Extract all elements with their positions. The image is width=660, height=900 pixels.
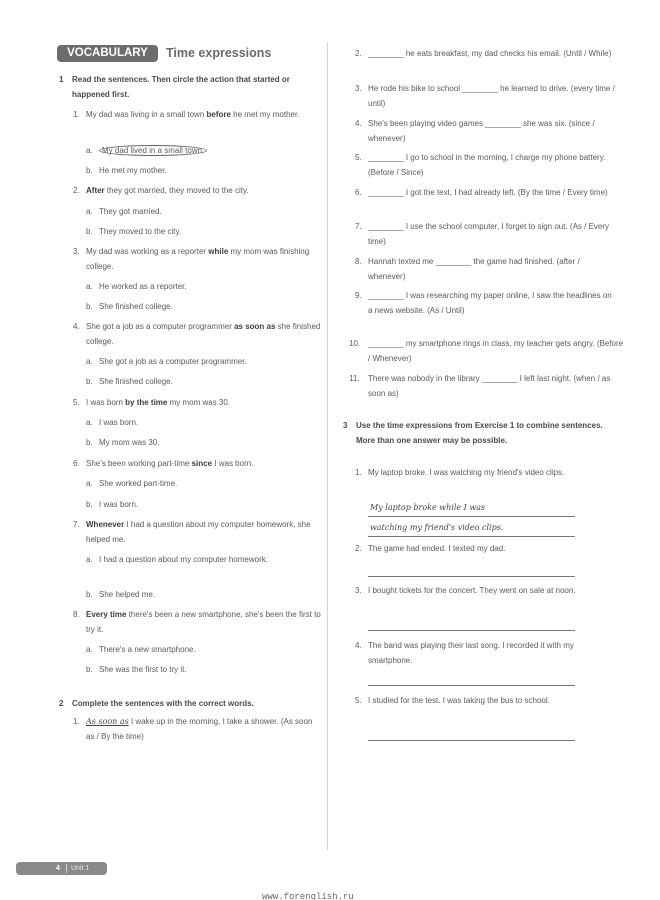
- option-label: a.: [86, 645, 93, 654]
- option-a[interactable]: [86, 355, 314, 370]
- item-number: 3.: [73, 247, 80, 256]
- item-number: 4.: [355, 119, 362, 128]
- option-label: b.: [86, 227, 93, 236]
- item-number: 6.: [73, 459, 80, 468]
- option-b-text: She finished college.: [99, 302, 173, 311]
- exercise-3-question: [355, 466, 618, 481]
- item-number: 10.: [349, 339, 361, 348]
- question-text: ________ I was researching my paper online, I saw the headlines on a news website. (As / Until): [368, 291, 612, 315]
- option-a[interactable]: [86, 144, 314, 159]
- exercise-2-question[interactable]: [349, 372, 624, 401]
- option-label: b.: [86, 377, 93, 386]
- option-label: a.: [86, 282, 93, 291]
- item-number: 1.: [355, 468, 362, 477]
- option-a[interactable]: [86, 643, 314, 658]
- time-expression: since: [191, 459, 213, 468]
- option-b[interactable]: [86, 300, 314, 315]
- question-text: The game had ended. I texted my dad.: [368, 544, 506, 553]
- answer-line[interactable]: [368, 576, 575, 577]
- option-b-text: She finished college.: [99, 377, 173, 386]
- question-text: ________ he eats breakfast, my dad checks his email. (Until / While): [368, 49, 612, 58]
- exercise-2-question[interactable]: [355, 255, 618, 284]
- option-label: a.: [86, 207, 93, 216]
- option-a-text: He worked as a reporter.: [99, 282, 187, 291]
- option-b[interactable]: [86, 588, 314, 603]
- example-answer: As soon as: [86, 717, 129, 726]
- vocabulary-badge: VOCABULARY: [57, 45, 158, 62]
- question-text-pre: She's been working part-time: [86, 459, 192, 468]
- question-text-post: my mom was 30.: [167, 398, 231, 407]
- answer-line[interactable]: [368, 740, 575, 741]
- question-text-post: there's been a new smartphone, she's been the first to try it.: [86, 610, 321, 634]
- item-number: 7.: [355, 222, 362, 231]
- question-text-pre: My dad was living in a small town: [86, 110, 207, 119]
- item-number: 5.: [355, 153, 362, 162]
- option-label: a.: [86, 418, 93, 427]
- time-expression: Whenever: [86, 520, 125, 529]
- exercise-1-question: [73, 396, 326, 411]
- option-b-text: She helped me.: [99, 590, 156, 599]
- exercise-2-question[interactable]: [355, 186, 618, 201]
- question-text-post: my mom was finishing college.: [86, 247, 310, 271]
- question-text: Hannah texted me ________ the game had finished. (after / whenever): [368, 257, 580, 281]
- option-label: b.: [86, 302, 93, 311]
- option-b[interactable]: [86, 498, 314, 513]
- answer-line[interactable]: [368, 685, 575, 686]
- question-text: ________ I go to school in the morning, I charge my phone battery. (Before / Since): [368, 153, 606, 177]
- handwritten-answer-line-2: watching my friend's video clips.: [370, 523, 504, 532]
- option-label: a.: [86, 479, 93, 488]
- exercise-3-question: [355, 542, 618, 557]
- footer-url: www.forenglish.ru: [262, 892, 354, 900]
- item-number: 11.: [349, 374, 360, 383]
- exercise-2-question[interactable]: [355, 289, 618, 318]
- question-text-pre: I was born: [86, 398, 126, 407]
- option-b[interactable]: [86, 436, 314, 451]
- option-b-text: They moved to the city.: [99, 227, 182, 236]
- option-label: b.: [86, 500, 93, 509]
- item-number: 1.: [73, 110, 80, 119]
- exercise-3-question: [355, 584, 618, 599]
- option-a-text: She worked part-time.: [99, 479, 178, 488]
- item-number: 6.: [355, 188, 362, 197]
- option-a[interactable]: [86, 553, 314, 568]
- option-a-text: I had a question about my computer homework.: [99, 555, 268, 564]
- option-b[interactable]: [86, 225, 314, 240]
- option-label: a.: [86, 146, 93, 155]
- option-a-text: I was born.: [99, 418, 139, 427]
- time-expression: as soon as: [234, 322, 276, 331]
- question-text: He rode his bike to school ________ he learned to drive. (every time / until): [368, 84, 615, 108]
- item-number: 2.: [355, 49, 362, 58]
- option-label: b.: [86, 166, 93, 175]
- option-a-text: My dad lived in a small town.: [99, 145, 207, 156]
- item-number: 8.: [73, 610, 80, 619]
- item-number: 4.: [73, 322, 80, 331]
- option-b-text: She was the first to try it.: [99, 665, 187, 674]
- footer-separator: [66, 864, 67, 873]
- option-b[interactable]: [86, 164, 314, 179]
- exercise-1-question: [73, 108, 326, 123]
- answer-line[interactable]: [368, 536, 575, 537]
- page-title: Time expressions: [166, 46, 272, 60]
- exercise-2-question[interactable]: [355, 151, 618, 180]
- option-a-text: They got married.: [99, 207, 162, 216]
- exercise-2-heading: 2 Complete the sentences with the correct words.: [59, 699, 254, 708]
- option-b[interactable]: [86, 663, 314, 678]
- answer-line[interactable]: [368, 630, 575, 631]
- exercise-1-heading: 1 Read the sentences. Then circle the action that started or happened first.: [59, 75, 290, 99]
- question-text: ________ my smartphone rings in class, my teacher gets angry. (Before / Whenever): [368, 339, 624, 363]
- question-text-pre: My dad was working as a reporter: [86, 247, 209, 256]
- question-text: I bought tickets for the concert. They went on sale at noon.: [368, 586, 576, 595]
- option-label: b.: [86, 590, 93, 599]
- page-footer-badge: [16, 862, 107, 875]
- exercise-1-question: [73, 608, 326, 637]
- exercise-2-question[interactable]: [355, 220, 618, 249]
- exercise-1-question: [73, 518, 326, 547]
- exercise-2-example: 1. As soon as I wake up in the morning, I take a shower. (As soon as / By the time): [73, 717, 313, 741]
- time-expression: by the time: [125, 398, 168, 407]
- option-a-text: She got a job as a computer programmer.: [99, 357, 247, 366]
- item-number: 3.: [355, 586, 362, 595]
- option-b-text: My mom was 30.: [99, 438, 160, 447]
- option-label: b.: [86, 438, 93, 447]
- exercise-1-question: [73, 320, 326, 349]
- item-number: 2.: [73, 186, 80, 195]
- time-expression: Every time: [86, 610, 127, 619]
- exercise-3-heading: 3 Use the time expressions from Exercise 1 to combine sentences. More than one answer may be possible.: [343, 421, 603, 445]
- option-label: a.: [86, 555, 93, 564]
- option-b[interactable]: [86, 375, 314, 390]
- exercise-1-question: [73, 184, 326, 199]
- question-text: She's been playing video games ________ she was six. (since / whenever): [368, 119, 595, 143]
- time-expression: while: [208, 247, 229, 256]
- item-number: 7.: [73, 520, 80, 529]
- option-label: a.: [86, 357, 93, 366]
- question-text-post: she finished college.: [86, 322, 321, 346]
- exercise-2-question[interactable]: [355, 117, 618, 146]
- item-number: 9.: [355, 291, 362, 300]
- time-expression: After: [86, 186, 105, 195]
- exercise-1-question: [73, 245, 326, 274]
- question-text-post: they got married, they moved to the city.: [104, 186, 249, 195]
- time-expression: before: [206, 110, 231, 119]
- item-number: 2.: [355, 544, 362, 553]
- exercise-2-question[interactable]: [349, 337, 624, 366]
- exercise-3-question: [355, 639, 618, 668]
- question-text: ________ I use the school computer, I forget to sign out. (As / Every time): [368, 222, 610, 246]
- item-number: 5.: [355, 696, 362, 705]
- option-label: b.: [86, 665, 93, 674]
- question-text-post: I was born.: [212, 459, 254, 468]
- unit-label: Unit 1: [71, 865, 90, 872]
- question-text: The band was playing their last song. I recorded it with my smartphone.: [368, 641, 574, 665]
- exercise-1-question: [73, 457, 326, 472]
- option-a[interactable]: [86, 477, 314, 492]
- question-text: ________ I got the text, I had already left. (By the time / Every time): [368, 188, 608, 197]
- option-a-text: There's a new smartphone.: [99, 645, 196, 654]
- question-text: My laptop broke. I was watching my friend's video clips.: [368, 468, 565, 477]
- handwritten-answer-line-1: My laptop broke while I was: [370, 503, 486, 512]
- option-a[interactable]: [86, 205, 314, 220]
- item-number: 5.: [73, 398, 80, 407]
- option-b-text: He met my mother.: [99, 166, 167, 175]
- exercise-2-question[interactable]: [355, 82, 618, 111]
- item-number: 3.: [355, 84, 362, 93]
- item-number: 4.: [355, 641, 362, 650]
- answer-line[interactable]: [368, 516, 575, 517]
- question-text: I studied for the test. I was taking the bus to school.: [368, 696, 550, 705]
- question-text-post: I had a question about my computer homework, she helped me.: [86, 520, 311, 544]
- question-text-pre: She got a job as a computer programmer: [86, 322, 235, 331]
- option-a[interactable]: [86, 280, 314, 295]
- exercise-2-question[interactable]: [355, 47, 618, 62]
- column-divider: [327, 42, 328, 850]
- option-b-text: I was born.: [99, 500, 139, 509]
- option-a[interactable]: [86, 416, 314, 431]
- question-text-post: he met my mother.: [230, 110, 300, 119]
- page-number: 4: [56, 865, 60, 872]
- question-text: There was nobody in the library ________ I left last night. (when / as soon as): [368, 374, 611, 398]
- item-number: 8.: [355, 257, 362, 266]
- exercise-3-question: [355, 694, 618, 709]
